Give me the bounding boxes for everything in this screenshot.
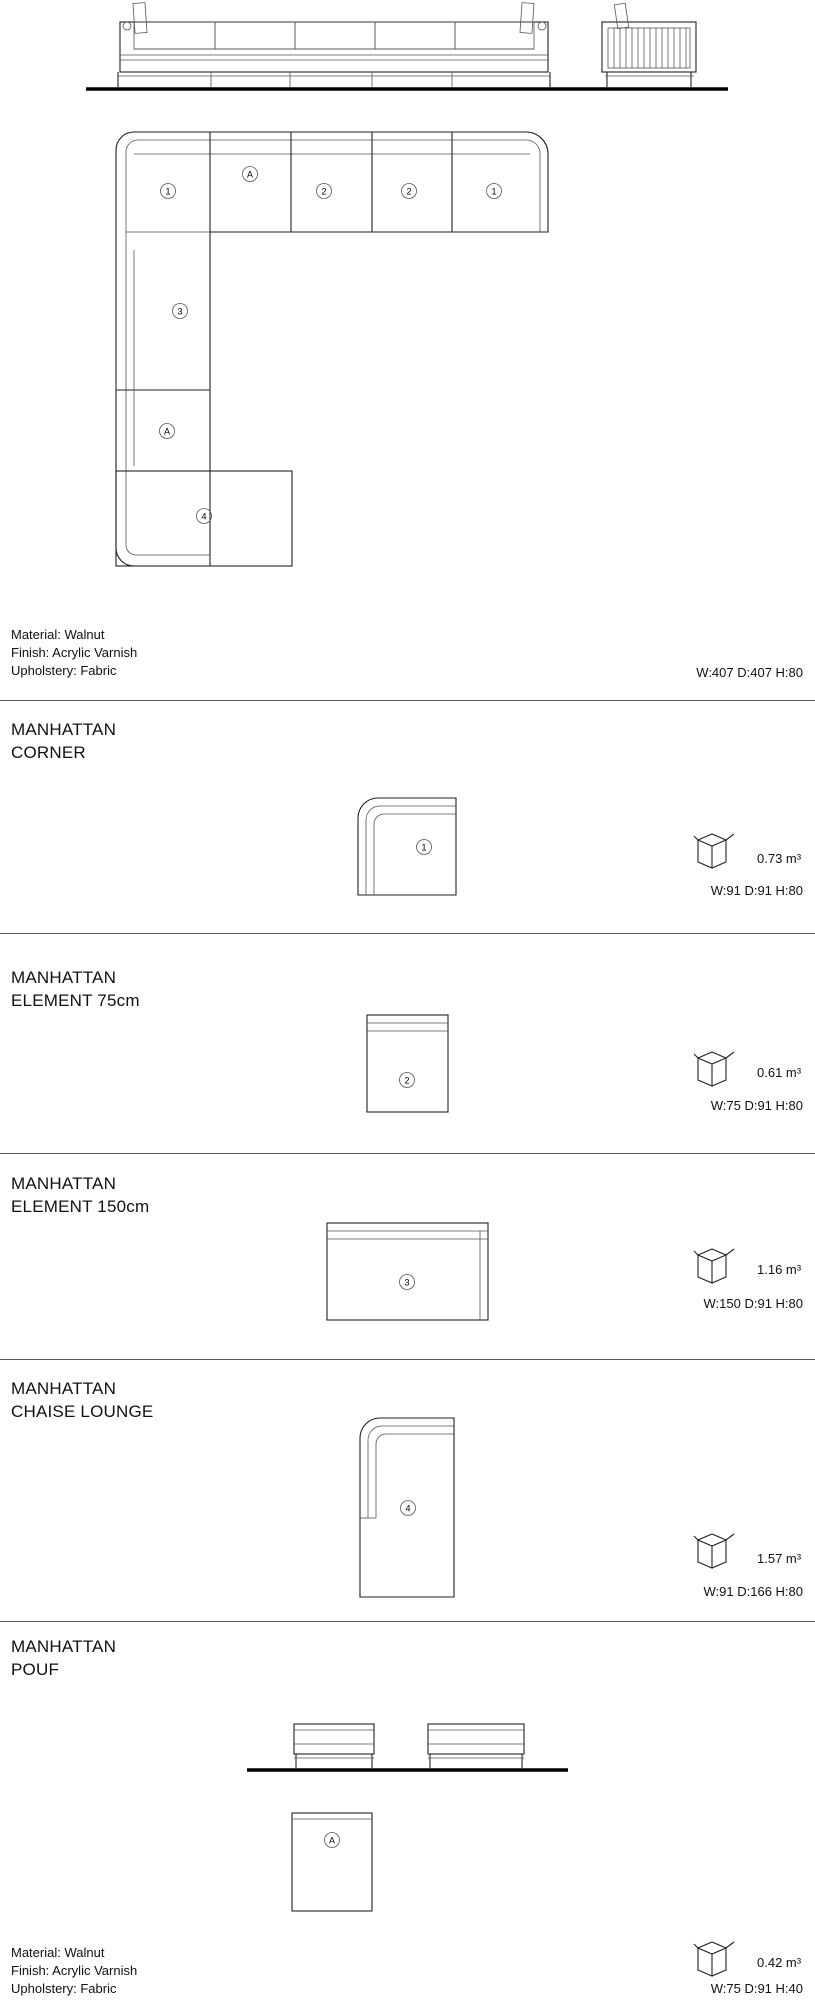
marker-label: 2	[406, 186, 412, 197]
product-dimensions: W:75 D:91 H:40	[710, 1981, 803, 1996]
product-name: MANHATTAN	[11, 968, 117, 987]
divider	[0, 1359, 815, 1360]
box-icon	[694, 830, 738, 870]
marker-corner-right	[487, 184, 502, 199]
volume-text: 1.57 m³	[757, 1551, 802, 1566]
upholstery-text: Upholstery: Fabric	[11, 663, 117, 678]
marker-label: 3	[404, 1277, 410, 1288]
pouf-side-view	[428, 1724, 524, 1768]
marker-label: A	[163, 426, 171, 437]
box-icon	[694, 1530, 738, 1570]
finish-text: Finish: Acrylic Varnish	[11, 1963, 138, 1978]
marker-label: 4	[405, 1503, 411, 1514]
marker-pouf-top	[243, 167, 258, 182]
product-variant: POUF	[11, 1660, 60, 1679]
product-variant: ELEMENT 150cm	[11, 1197, 150, 1216]
product-title-corner	[11, 718, 116, 764]
marker-label: A	[246, 169, 254, 180]
product-title-element-150	[11, 1172, 149, 1218]
marker-label: 2	[404, 1075, 410, 1086]
element-150-plan-drawing	[0, 1215, 815, 1335]
finish-text: Finish: Acrylic Varnish	[11, 645, 138, 660]
product-variant: ELEMENT 75cm	[11, 991, 140, 1010]
marker-chaise	[197, 509, 212, 524]
product-name: MANHATTAN	[11, 1637, 117, 1656]
marker-element-75-b	[402, 184, 417, 199]
footer-specs	[11, 1944, 137, 1998]
pouf-elevation-drawing	[0, 1710, 815, 1780]
marker-label: 1	[165, 186, 171, 197]
upholstery-text: Upholstery: Fabric	[11, 1981, 117, 1996]
product-title-element-75	[11, 966, 140, 1012]
product-name: MANHATTAN	[11, 1174, 117, 1193]
product-dimensions: W:91 D:166 H:80	[703, 1584, 803, 1599]
marker-element-75-a	[317, 184, 332, 199]
corner-plan-drawing	[0, 790, 815, 910]
divider	[0, 1153, 815, 1154]
marker-label: 4	[201, 511, 207, 522]
volume-text: 1.16 m³	[757, 1262, 802, 1277]
volume-text: 0.61 m³	[757, 1065, 802, 1080]
marker-label: 2	[321, 186, 327, 197]
marker-label: 1	[491, 186, 497, 197]
product-dimensions: W:150 D:91 H:80	[703, 1296, 803, 1311]
divider	[0, 700, 815, 701]
product-variant: CORNER	[11, 743, 86, 762]
marker-corner-left	[161, 184, 176, 199]
marker-label: 1	[421, 842, 427, 853]
box-icon	[694, 1245, 738, 1285]
product-name: MANHATTAN	[11, 1379, 117, 1398]
marker-label: 3	[177, 306, 183, 317]
element-75-plan-drawing	[0, 1010, 815, 1130]
marker-pouf-side	[160, 424, 175, 439]
product-variant: CHAISE LOUNGE	[11, 1402, 154, 1421]
chaise-plan-drawing	[0, 1410, 815, 1610]
product-dimensions: W:75 D:91 H:80	[710, 1098, 803, 1113]
marker-element-150	[173, 304, 188, 319]
material-text: Material: Walnut	[11, 627, 105, 642]
divider	[0, 1621, 815, 1622]
overview-dimensions: W:407 D:407 H:80	[696, 665, 803, 680]
volume-text: 0.42 m³	[757, 1955, 802, 1970]
box-icon	[694, 1938, 738, 1978]
material-text: Material: Walnut	[11, 1945, 105, 1960]
box-icon	[694, 1048, 738, 1088]
product-name: MANHATTAN	[11, 720, 117, 739]
product-title-pouf	[11, 1635, 116, 1681]
pouf-plan-drawing	[0, 1805, 815, 1920]
product-dimensions: W:91 D:91 H:80	[710, 883, 803, 898]
overview-specs	[11, 626, 137, 680]
pouf-front-view	[294, 1724, 374, 1768]
volume-text: 0.73 m³	[757, 851, 802, 866]
marker-label: A	[328, 1835, 336, 1846]
divider	[0, 933, 815, 934]
